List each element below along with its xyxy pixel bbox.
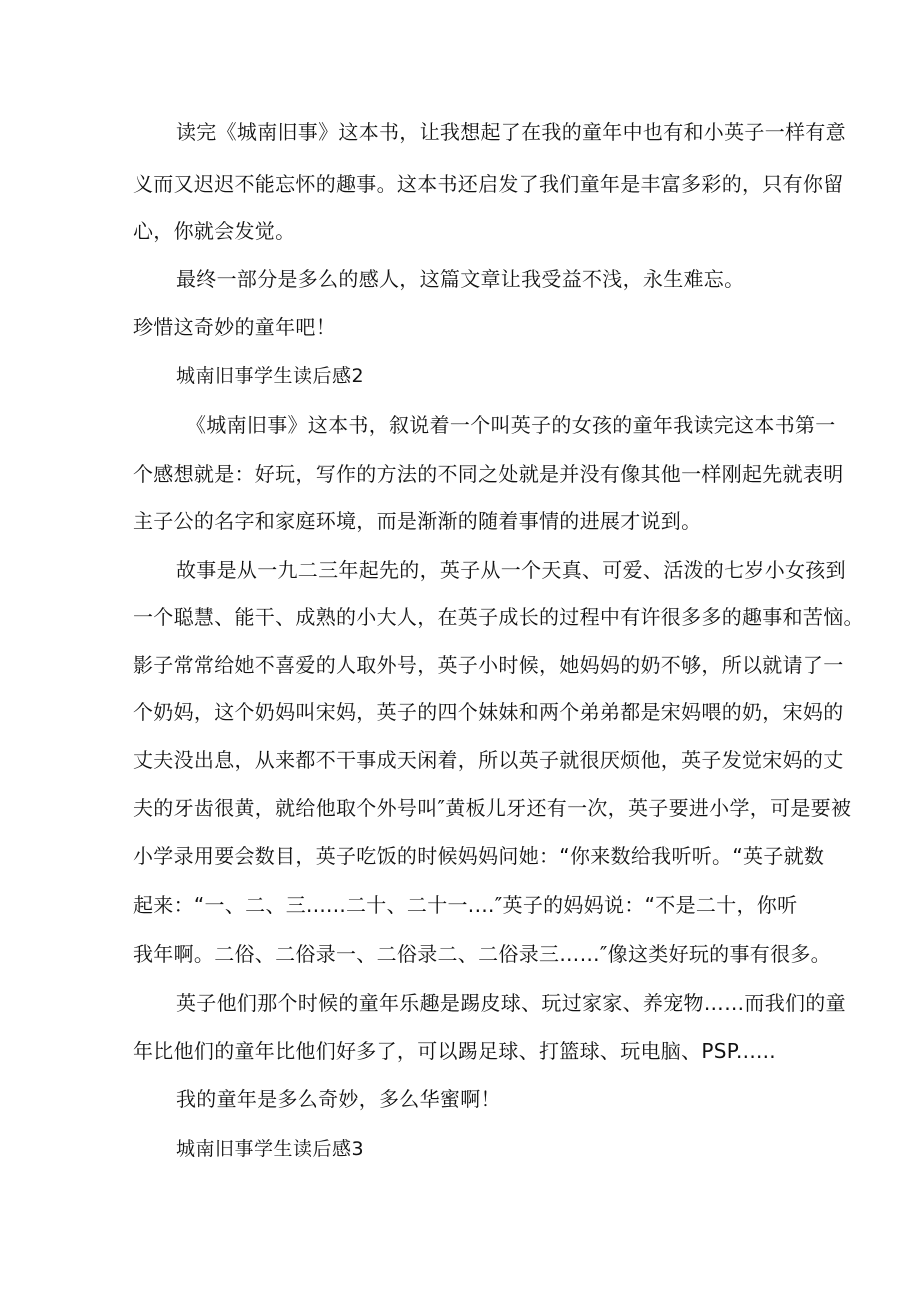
text-line: 义而又迟迟不能忘怀的趣事。这本书还启发了我们童年是丰富多彩的，只有你留 [133, 172, 844, 196]
text-line: 个感想就是：好玩，写作的方法的不同之处就是并没有像其他一样刚起先就表明 [133, 462, 844, 486]
text-line: 英子他们那个时候的童年乐趣是踢皮球、玩过家家、养宠物……而我们的童 [176, 991, 846, 1015]
text-line: 个奶妈，这个奶妈叫宋妈，英子的四个妹妹和两个弟弟都是宋妈喂的奶，宋妈的 [133, 700, 844, 724]
text-line: 年比他们的童年比他们好多了，可以踢足球、打篮球、玩电脑、PSP...... [133, 1039, 776, 1063]
text-line: 最终一部分是多么的感人，这篇文章让我受益不浅，永生难忘。 [176, 267, 745, 291]
text-line: 丈夫没出息，从来都不干事成天闲着，所以英子就很厌烦他，英子发觉宋妈的丈 [133, 748, 844, 772]
text-line: 一个聪慧、能干、成熟的小大人，在英子成长的过程中有许很多多的趣事和苦恼。 [133, 605, 864, 629]
text-line: 影子常常给她不喜爱的人取外号，英子小时候，她妈妈的奶不够，所以就请了一 [133, 653, 844, 677]
text-line: 心，你就会发觉。 [133, 219, 296, 243]
section-heading: 城南旧事学生读后感3 [176, 1138, 365, 1160]
text-line: 起来：“一、二、三......二十、二十一.…″英子的妈妈说：“不是二十，你听 [133, 893, 798, 917]
text-line: 我年啊。二俗、二俗录一、二俗录二、二俗录三……″像这类好玩的事有很多。 [133, 942, 831, 966]
text-line: 珍惜这奇妙的童年吧！ [133, 315, 336, 339]
text-line: 《城南旧事》这本书，叙说着一个叫英子的女孩的童年我读完这本书第一 [186, 413, 836, 437]
text-line: 我的童年是多么奇妙，多么华蜜啊！ [176, 1087, 501, 1111]
text-line: 主子公的名字和家庭环境，而是渐渐的随着事情的进展才说到。 [133, 509, 702, 533]
text-line: 故事是从一九二三年起先的，英子从一个天真、可爱、活泼的七岁小女孩到 [176, 558, 846, 582]
text-line: 夫的牙齿很黄，就给他取个外号叫″黄板儿牙还有一次，英子要进小学，可是要被 [133, 796, 852, 820]
section-heading: 城南旧事学生读后感2 [176, 365, 365, 387]
text-line: 小学录用要会数目，英子吃饭的时候妈妈问她：“你来数给我听听。“英子就数 [133, 844, 825, 868]
text-line: 读完《城南旧事》这本书，让我想起了在我的童年中也有和小英子一样有意 [176, 120, 846, 144]
